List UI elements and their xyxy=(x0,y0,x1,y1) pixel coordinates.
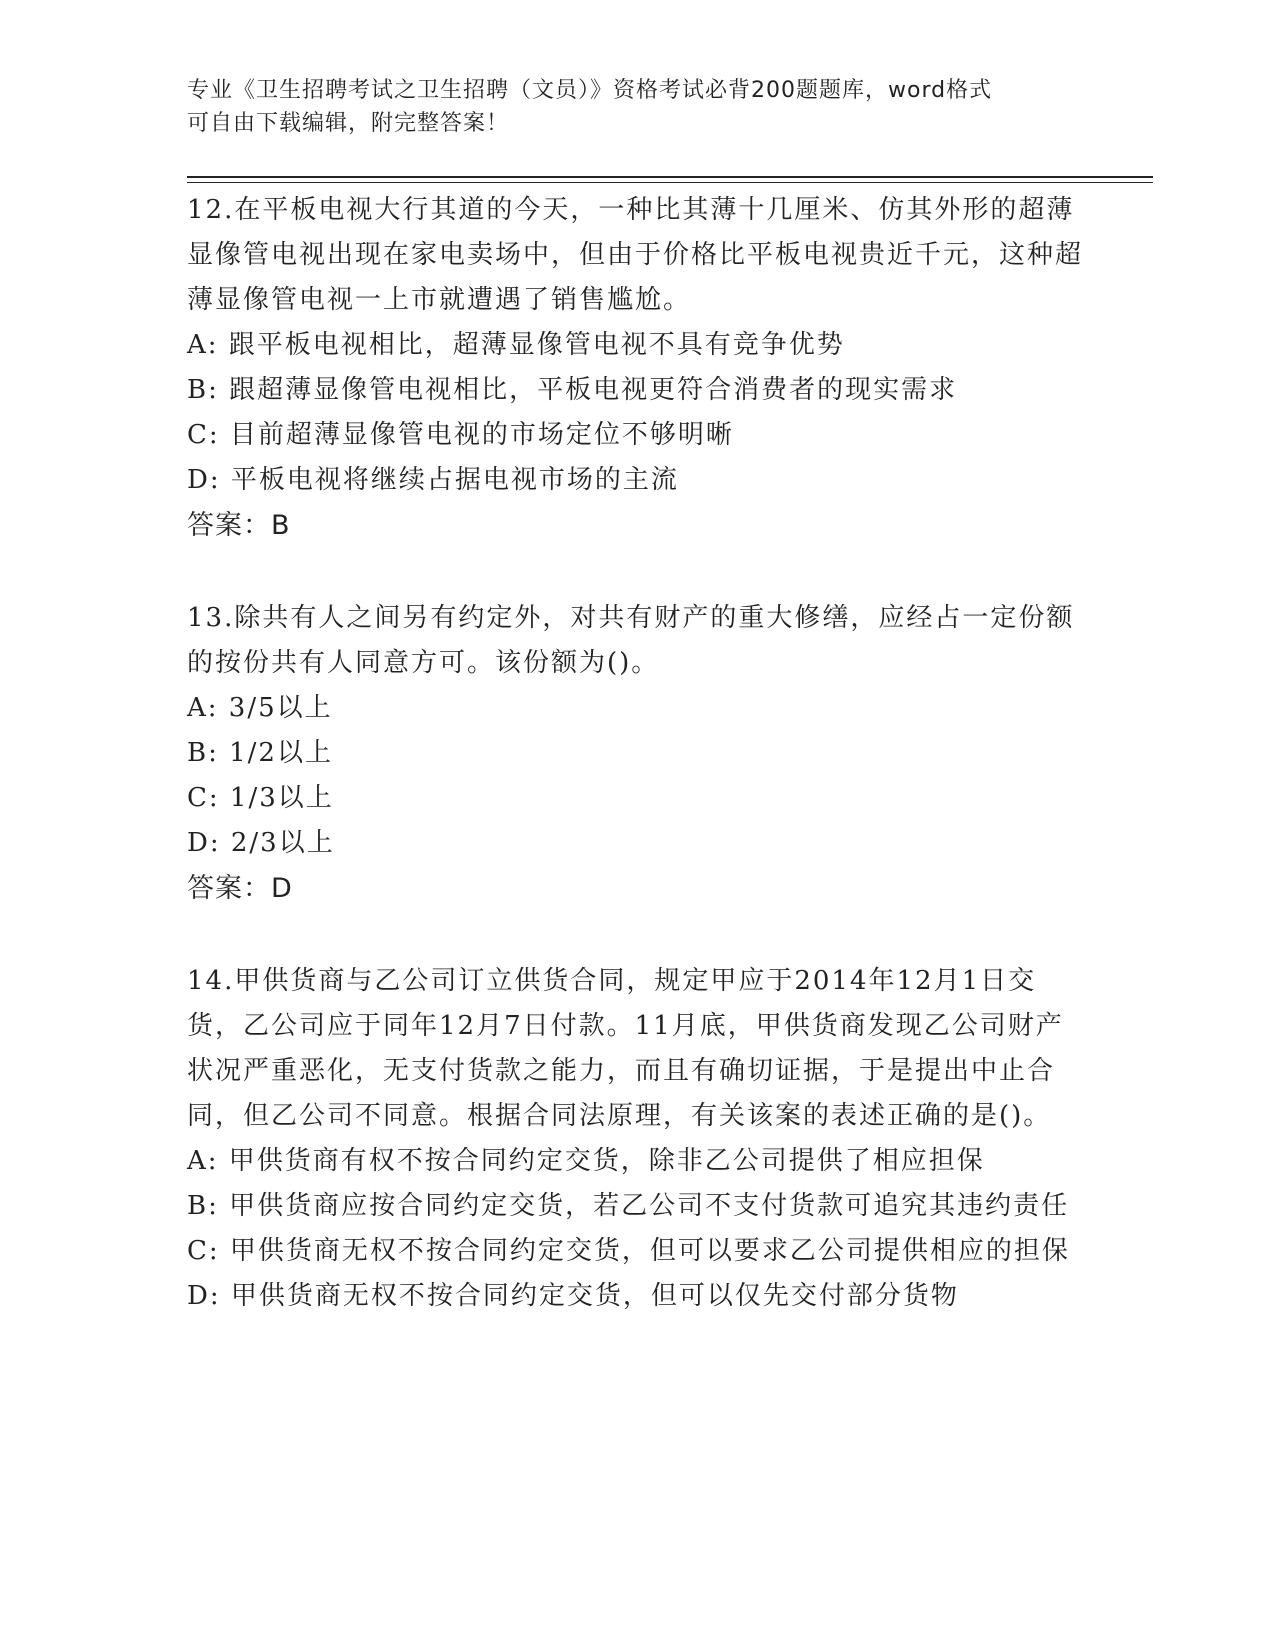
option-b: B: 甲供货商应按合同约定交货，若乙公司不支付货款可追究其违约责任 xyxy=(187,1191,1070,1221)
question-stem: 12.在平板电视大行其道的今天，一种比其薄十几厘米、仿其外形的超薄显像管电视出现在家电卖场中，但由于价格比平板电视贵近千元，这种超薄显像管电视一上市就遭遇了销售尴尬。 xyxy=(187,195,1084,315)
document-header xyxy=(187,74,1067,140)
option-d: D: 甲供货商无权不按合同约定交货，但可以仅先交付部分货物 xyxy=(187,1281,959,1311)
question-list xyxy=(187,188,1087,1367)
option-a: A: 甲供货商有权不按合同约定交货，除非乙公司提供了相应担保 xyxy=(187,1146,985,1176)
option-d: D: 2/3以上 xyxy=(187,828,335,858)
header-line-1: 专业《卫生招聘考试之卫生招聘（文员）》资格考试必背200题题库，word格式 xyxy=(187,78,993,103)
option-c: C: 1/3以上 xyxy=(187,783,334,813)
answer-label: 答案：B xyxy=(187,510,291,541)
header-line-2: 可自由下载编辑，附完整答案！ xyxy=(187,111,510,136)
question-14 xyxy=(187,959,1087,1319)
option-b: B: 跟超薄显像管电视相比，平板电视更符合消费者的现实需求 xyxy=(187,375,958,405)
option-b: B: 1/2以上 xyxy=(187,738,333,768)
question-13 xyxy=(187,596,1087,911)
answer-label: 答案：D xyxy=(187,873,293,904)
question-12 xyxy=(187,188,1087,548)
header-divider-thin xyxy=(187,182,1153,183)
header-divider-thick xyxy=(187,176,1153,178)
option-a: A: 跟平板电视相比，超薄显像管电视不具有竞争优势 xyxy=(187,330,845,360)
question-stem: 14.甲供货商与乙公司订立供货合同，规定甲应于2014年12月1日交货，乙公司应于同年12月7日付款。11月底，甲供货商发现乙公司财产状况严重恶化，无支付货款之能力，而且有确切证据，于是提出中止合同，但乙公司不同意。根据合同法原理，有关该案的表述正确的是()。 xyxy=(187,966,1064,1131)
option-d: D: 平板电视将继续占据电视市场的主流 xyxy=(187,465,679,495)
question-stem: 13.除共有人之间另有约定外，对共有财产的重大修缮，应经占一定份额的按份共有人同意方可。该份额为()。 xyxy=(187,603,1075,678)
option-a: A: 3/5以上 xyxy=(187,693,333,723)
option-c: C: 甲供货商无权不按合同约定交货，但可以要求乙公司提供相应的担保 xyxy=(187,1236,1070,1266)
option-c: C: 目前超薄显像管电视的市场定位不够明晰 xyxy=(187,420,734,450)
